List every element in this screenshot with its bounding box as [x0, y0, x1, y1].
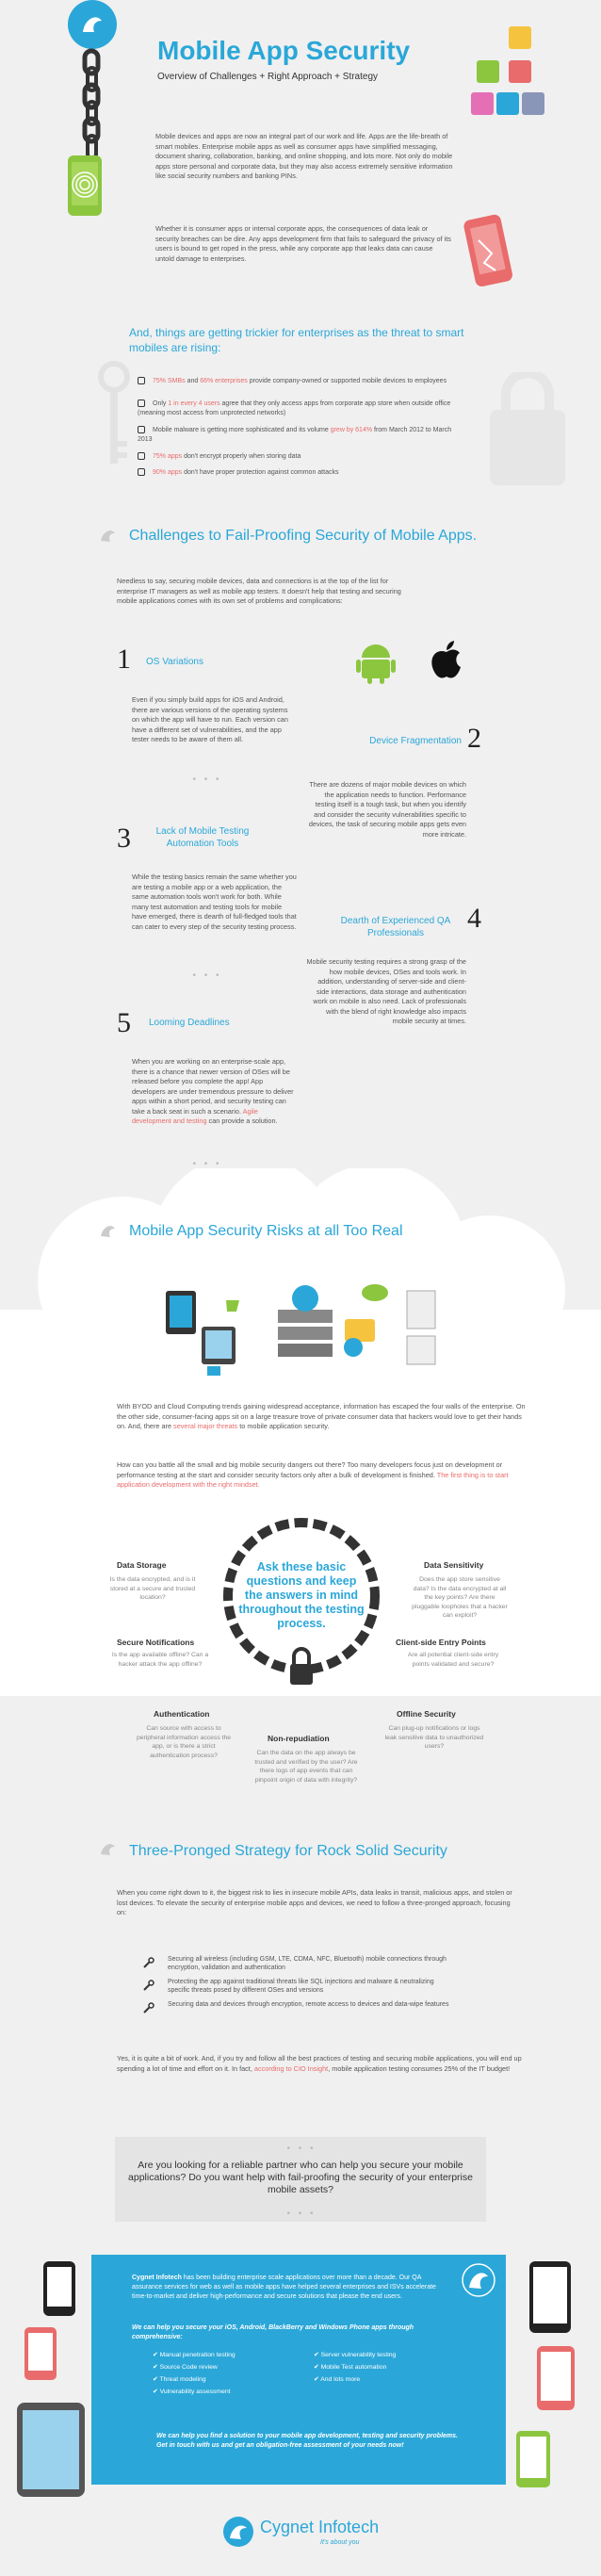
- cta-text: Are you looking for a reliable partner who can help you secure your mobile applications? Do you want help with fail-proofing the security of your enterprise mobile assets?: [128, 2160, 473, 2195]
- apple-logo-icon: [430, 641, 463, 680]
- challenge-number-3: 3: [117, 823, 131, 854]
- service-item: ✔ And lots more: [314, 2376, 361, 2383]
- app-icons-grid: [471, 26, 546, 121]
- challenges-intro: Needless to say, securing mobile devices, data and connections is at the top of the list for enterprise IT managers as well as mobile app testers. It doesn't help that testing and securing mobile applications comes with its own set of problems and complications:: [117, 577, 401, 605]
- intro-paragraph-2: Whether it is consumer apps or internal corporate apps, the consequences of data leak or security breaches can be dire. Any apps development firm that fails to safeguard the privacy of its users is bound to get roped in the press, while any corporate app that leaks data can cause untold damage to enterprises.: [155, 224, 451, 263]
- risk-text-data-storage: Is the data encrypted, and is it stored at a secure and trusted location?: [109, 1576, 196, 1601]
- challenge-title-5: Looming Deadlines: [149, 1018, 230, 1028]
- challenge-title-2: Device Fragmentation: [369, 736, 462, 746]
- service-item: ✔ Mobile Test automation: [314, 2364, 387, 2371]
- trickier-item: 90% apps don't have proper protection against common attacks: [138, 468, 467, 478]
- challenge-title-4: Dearth of Experienced QA Professionals: [340, 916, 451, 938]
- section-swan-icon: [98, 526, 119, 546]
- trickier-heading: And, things are getting trickier for enterprises as the threat to smart mobiles are rising:: [129, 326, 464, 354]
- strategy-item-3: Securing data and devices through encryption, remote access to devices and data-wipe features: [168, 2001, 449, 2008]
- strategy-heading: Three-Pronged Strategy for Rock Solid Security: [129, 1843, 447, 1859]
- challenge-number-4: 4: [467, 903, 481, 934]
- risk-title-client-side-entry-points: Client-side Entry Points: [396, 1638, 486, 1647]
- risk-text-secure-notifications: Is the app available offline? Can a hacker attack the app offline?: [111, 1652, 209, 1668]
- broken-phone-icon: [462, 212, 518, 316]
- section-swan-icon: [98, 1839, 119, 1860]
- challenge-text-3: While the testing basics remain the same whether you are testing a mobile app or a web application, the same automation tools won't work for both. While many test automation and testing tools for mobile have emerged, there is dearth of full-fledged tools that can cater to every step of the security testing process.: [132, 872, 297, 931]
- strategy-outro: Yes, it is quite a bit of work. And, if you try and follow all the best practices of testing and securing mobile applications, you will end up spending a lot of time and effort on it. In fact, according to CIO Insight, mobile application testing consumes 25% of the IT budget!: [117, 2054, 522, 2073]
- risk-text-client-side-entry-points: Are all potential client-side entry points validated and secure?: [407, 1652, 499, 1668]
- section-swan-icon: [98, 1221, 119, 1242]
- challenge-text-2: There are dozens of major mobile devices on which the application needs to function. Performance testing itself is a tough task, but when you identify and consider the security vulnerabilities specific to devices, the task of securing mobile apps gets even more intricate.: [308, 780, 466, 839]
- challenge-text-1: Even if you simply build apps for iOS and Android, there are various versions of the operating systems on which the app will have to run. Each version can have a different set of vulnerabilities, and the app tester needs to be aware of them all.: [132, 695, 288, 743]
- wrench-icon: [143, 1957, 154, 1968]
- chat-app-icon: [477, 60, 499, 83]
- service-item: ✔ Source Code review: [153, 2364, 218, 2371]
- service-item: ✔ Server vulnerability testing: [314, 2352, 397, 2358]
- footer-tagline: It's about you: [320, 2539, 360, 2546]
- padlock-icon: [138, 377, 145, 384]
- cloud-app-icon: [522, 92, 544, 115]
- devices-server-illustration: [160, 1281, 443, 1385]
- risk-title-secure-notifications: Secure Notifications: [117, 1638, 195, 1647]
- separator-dots: • • •: [192, 1159, 222, 1169]
- header-chain-graphic: [57, 0, 132, 254]
- page-title: Mobile App Security: [157, 36, 411, 65]
- risk-text-offline-security: Can plug-up notifications or logs leak sensitive data to unauthorized users?: [384, 1725, 484, 1750]
- service-item: ✔ Manual penetration testing: [153, 2352, 236, 2358]
- intro-paragraph-1: Mobile devices and apps are now an integral part of our work and life. Apps are the life-breath of smart mobiles. Enterprise mobile apps as well as consumer apps have simplified messaging, document sharing, collaboration, banking, and online shopping, and lots more. Not only do mobile apps store personal and corporate data, but they may also access extremely sensitive information like social security numbers and banking PINs.: [155, 132, 453, 180]
- separator-dots: • • •: [286, 2144, 317, 2154]
- padlock-icon: [138, 399, 145, 407]
- risk-title-data-storage: Data Storage: [117, 1560, 167, 1570]
- challenge-text-5: When you are working on an enterprise-scale app, there is a chance that newer version of OSes will be released before you complete the app! App developers are under tremendous pressure to deliver apps within a short period, and security testing can take a back seat in such a scenario. Agile development and testing can provide a solution.: [132, 1057, 294, 1125]
- risk-text-data-sensitivity: Does the app store sensitive data? Is the data encrypted at all the key points? Are there pluggable loopholes that a hacker can exploit?: [412, 1576, 508, 1619]
- challenge-number-2: 2: [467, 723, 481, 754]
- devices-right-illustration: [509, 2261, 584, 2506]
- trickier-item: 75% apps don't encrypt properly when storing data: [138, 452, 467, 462]
- cygnet-logo-icon: [222, 2516, 254, 2548]
- cart-app-icon: [496, 92, 519, 115]
- risks-center-question: Ask these basic questions and keep the answers in mind throughout the testing process.: [238, 1560, 365, 1630]
- risk-title-data-sensitivity: Data Sensitivity: [424, 1560, 484, 1570]
- lock-watermark-icon: [485, 372, 570, 495]
- risks-paragraph-1: With BYOD and Cloud Computing trends gaining widespread acceptance, information has escaped the four walls of the enterprise. On the other side, consumer-facing apps sit on a large treasure trove of private consumer data that hackers would love to get their hands on. And, there are several major threats to mobile application security.: [117, 1402, 526, 1430]
- camera-app-icon: [471, 92, 494, 115]
- challenges-heading: Challenges to Fail-Proofing Security of Mobile Apps.: [129, 528, 478, 544]
- strategy-item-2: Protecting the app against traditional threats like SQL injections and malware & neutralizing specific threats posed by different OSes and versions: [168, 1979, 434, 1994]
- risk-title-non-repudiation: Non-repudiation: [268, 1734, 330, 1743]
- risk-title-authentication: Authentication: [154, 1709, 210, 1719]
- page-subtitle: Overview of Challenges + Right Approach + Strategy: [157, 72, 379, 82]
- challenge-title-3: Lack of Mobile Testing Automation Tools: [155, 826, 250, 849]
- about-paragraph-2: We can help you secure your iOS, Android, BlackBerry and Windows Phone apps through comprehensive:: [132, 2324, 414, 2340]
- lock-app-icon: [509, 26, 531, 49]
- footer-brand: Cygnet Infotech: [260, 2518, 380, 2536]
- service-item: ✔ Threat modeling: [153, 2376, 206, 2383]
- separator-dots: • • •: [286, 2209, 317, 2219]
- key-watermark-icon: [90, 358, 138, 471]
- wrench-icon: [143, 1980, 154, 1991]
- wrench-icon: [143, 2002, 154, 2014]
- challenge-text-4: Mobile security testing requires a strong grasp of the how mobile devices, OSes and tools work. In addition, understanding of server-side and client-side interactions, data storage and authentication work on mobile is also need. Lack of professionals with the blend of right knowledge also impacts mobile security at times.: [306, 957, 466, 1025]
- risk-text-non-repudiation: Can the data on the app always be trusted and verified by the user? Are there logs of app events that can pinpoint origin of data with integrity?: [254, 1750, 358, 1784]
- risk-text-authentication: Can source with access to peripheral information access the app, or is there a strict authentication process?: [136, 1725, 232, 1759]
- about-swan-logo: [462, 2263, 495, 2297]
- padlock-icon: [138, 452, 145, 460]
- android-logo-icon: [356, 641, 396, 684]
- service-item: ✔ Vulnerability assessment: [153, 2389, 231, 2395]
- trickier-item: Mobile malware is getting more sophisticated and its volume grew by 614% from March 2012 to March 2013: [138, 427, 452, 443]
- separator-dots: • • •: [192, 970, 222, 981]
- about-paragraph-3: We can help you find a solution to your mobile app development, testing and security problems. Get in touch with us and get an obligation-free assessment of your needs now!: [156, 2433, 458, 2449]
- devices-left-illustration: [17, 2261, 92, 2506]
- separator-dots: • • •: [192, 774, 222, 785]
- challenge-number-5: 5: [117, 1007, 131, 1038]
- mail-app-icon: [509, 60, 531, 83]
- trickier-item: Only 1 in every 4 users agree that they only access apps from corporate app store when outside office (meaning most access from unprotected networks): [138, 400, 451, 416]
- challenge-number-1: 1: [117, 644, 131, 675]
- risk-title-offline-security: Offline Security: [397, 1709, 456, 1719]
- strategy-item-1: Securing all wireless (including GSM, LTE, CDMA, NFC, Bluetooth) mobile connections through encryption, validation and authentication: [168, 1956, 447, 1971]
- strategy-intro: When you come right down to it, the biggest risk to lies in insecure mobile APIs, data leaks in transit, malicious apps, and stolen or lost devices. To elevate the security of enterprise mobile apps and devices, we need to follow a three-pronged approach, focusing on:: [117, 1888, 512, 1916]
- trickier-item: 75% SMBs and 66% enterprises provide company-owned or supported mobile devices to employees: [138, 377, 467, 386]
- padlock-icon: [138, 426, 145, 433]
- about-paragraph-1: Cygnet Infotech has been building enterprise scale applications over more than a decade. Our QA assurance services for web as well as mobile apps have helped several enterprises and ISVs accelerate time-to-market and deliver high-performance and secure solutions that please the end users.: [132, 2274, 436, 2300]
- padlock-icon: [138, 468, 145, 476]
- risks-heading: Mobile App Security Risks at all Too Real: [129, 1223, 403, 1239]
- challenge-title-1: OS Variations: [146, 657, 203, 667]
- risks-paragraph-2: How can you battle all the small and big mobile security dangers out there? Too many developers focus just on development or performance testing at the start and consider security factors only after a bulk of development is finished. The first thing is to start application development with the right mindset.: [117, 1460, 509, 1489]
